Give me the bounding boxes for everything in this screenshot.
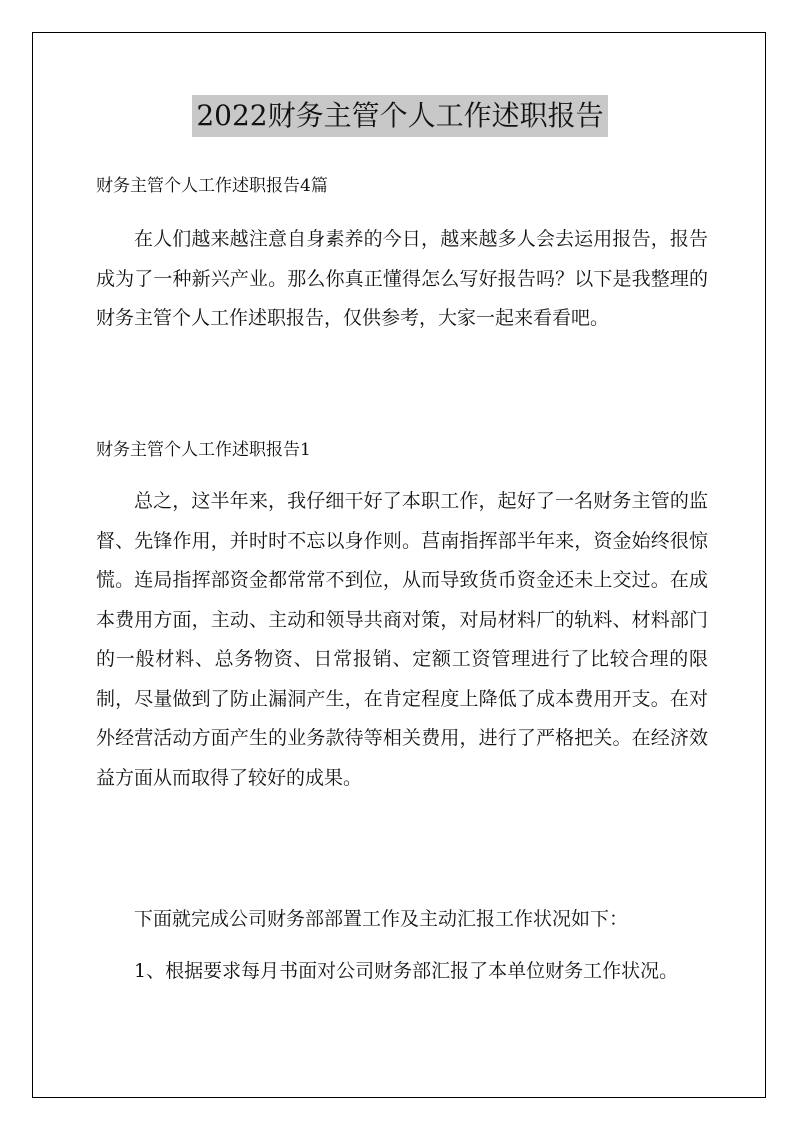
intro-paragraph: 在人们越来越注意自身素养的今日，越来越多人会去运用报告，报告成为了一种新兴产业。那么你真正懂得怎么写好报告吗？以下是我整理的财务主管个人工作述职报告，仅供参考，大家一起来看看吧。	[96, 228, 708, 329]
document-title: 2022财务主管个人工作述职报告	[192, 95, 607, 137]
section-heading: 财务主管个人工作述职报告1	[96, 440, 311, 460]
body-paragraph: 总之，这半年来，我仔细干好了本职工作，起好了一名财务主管的监督、先锋作用，并时时不忘以身作则。莒南指挥部半年来，资金始终很惊慌。连局指挥部资金都常常不到位，从而导致货币资金还未上交过。在成本费用方面，主动、主动和领导共商对策，对局材料厂的轨料、材料部门的一般材料、总务物资、日常报销、定额工资管理进行了比较合理的限制，尽量做到了防止漏洞产生，在肯定程度上降低了成本费用开支。在对外经营活动方面产生的业务款待等相关费用，进行了严格把关。在经济效益方面从而取得了较好的成果。	[96, 490, 708, 789]
title-container	[0, 95, 800, 137]
body-paragraph: 下面就完成公司财务部部置工作及主动汇报工作状况如下：	[134, 908, 629, 930]
document-subtitle: 财务主管个人工作述职报告4篇	[96, 176, 328, 196]
body-paragraph: 1、根据要求每月书面对公司财务部汇报了本单位财务工作状况。	[134, 960, 679, 982]
